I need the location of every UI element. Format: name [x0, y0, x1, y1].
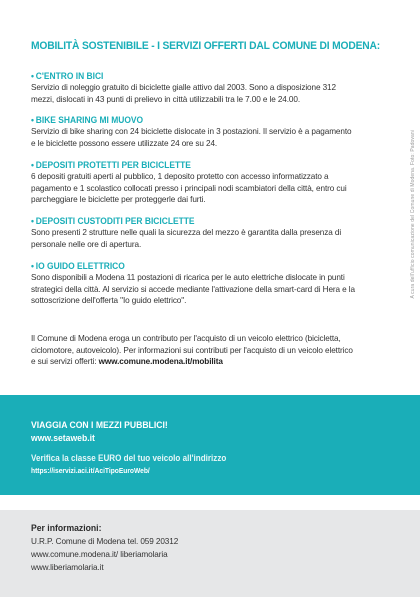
- setaweb-link[interactable]: www.setaweb.it: [31, 432, 95, 443]
- section-centro-in-bici: [31, 70, 393, 105]
- info-band: [0, 510, 420, 597]
- header: [31, 40, 386, 52]
- bullet-icon: •: [31, 260, 34, 271]
- liberiamolaria-link[interactable]: www.liberiamolaria.it: [31, 563, 104, 572]
- euro-class-heading: Verifica la classe EURO del tuo veicolo all'indirizzo: [31, 453, 227, 463]
- page-title: MOBILITÀ SOSTENIBILE - I SERVIZI OFFERTI DAL COMUNE DI MODENA:: [31, 40, 381, 52]
- side-credit: A cura dell'ufficio comunicazione del Comune di Modena. Foto: Padovani: [410, 130, 416, 299]
- section-bike-sharing: [31, 114, 393, 149]
- section-title: • IO GUIDO ELETTRICO: [31, 260, 125, 271]
- aci-link[interactable]: https://iservizi.aci.it/AciTipoEuroWeb/: [31, 466, 150, 475]
- public-transport-heading: VIAGGIA CON I MEZZI PUBBLICI!: [31, 419, 168, 430]
- bullet-icon: •: [31, 114, 34, 125]
- section-text: Servizio di bike sharing con 24 biciclette dislocate in 3 postazioni. Il servizio è a pagamento e le biciclette possono essere utilizzate 24 ore su 24.: [31, 127, 352, 148]
- bullet-icon: •: [31, 70, 34, 81]
- section-title: • BIKE SHARING MI MUOVO: [31, 114, 144, 125]
- section-text: 6 depositi gratuiti aperti al pubblico, 1 deposito protetto con accesso informatizzato a pagamento e 1 scolastico collocati presso i principali nodi scambiatori della città, entro cui parcheggiare le biciclette per proteggerle dai furti.: [31, 172, 347, 205]
- section-depositi-custoditi: [31, 215, 393, 250]
- public-transport-band: [0, 395, 420, 495]
- section-io-guido-elettrico: [31, 260, 393, 307]
- info-title: Per informazioni:: [31, 522, 102, 533]
- section-depositi-protetti: [31, 159, 393, 206]
- comune-liberiamolaria-link[interactable]: www.comune.modena.it/ liberiamolaria: [31, 550, 168, 559]
- section-text: Sono presenti 2 strutture nelle quali la sicurezza del mezzo è garantita dalla presenza di personale nelle ore di apertura.: [31, 228, 342, 249]
- section-title: • C'ENTRO IN BICI: [31, 70, 104, 81]
- mobilita-link[interactable]: www.comune.modena.it/mobilita: [98, 357, 223, 367]
- bullet-icon: •: [31, 159, 34, 170]
- urp-phone: U.R.P. Comune di Modena tel. 059 20312: [31, 537, 179, 546]
- section-title: • DEPOSITI CUSTODITI PER BICICLETTE: [31, 215, 195, 226]
- bullet-icon: •: [31, 215, 34, 226]
- section-text: Sono disponibili a Modena 11 postazioni di ricarica per le auto elettriche dislocate in punti strategici della città. Al servizio si accede mediante l'attivazione della smart-card di Hera e la sottoscrizione dell'offerta "Io guido elettrico".: [31, 273, 355, 306]
- contribution-paragraph: Il Comune di Modena eroga un contributo per l'acquisto di un veicolo elettrico (bicicletta, ciclomotore, autoveicolo). Per informazioni sui contributi per l'acquisto di un veicolo elettrico e sui servizi offerti: www.comune.modena.it/mobilita: [31, 334, 353, 367]
- section-title: • DEPOSITI PROTETTI PER BICICLETTE: [31, 159, 191, 170]
- section-text: Servizio di noleggio gratuito di biciclette gialle attivo dal 2003. Sono a disposizione 312 mezzi, dislocati in 43 punti di prelievo in città utilizzabili tra le 7.00 e le 24.00.: [31, 83, 336, 104]
